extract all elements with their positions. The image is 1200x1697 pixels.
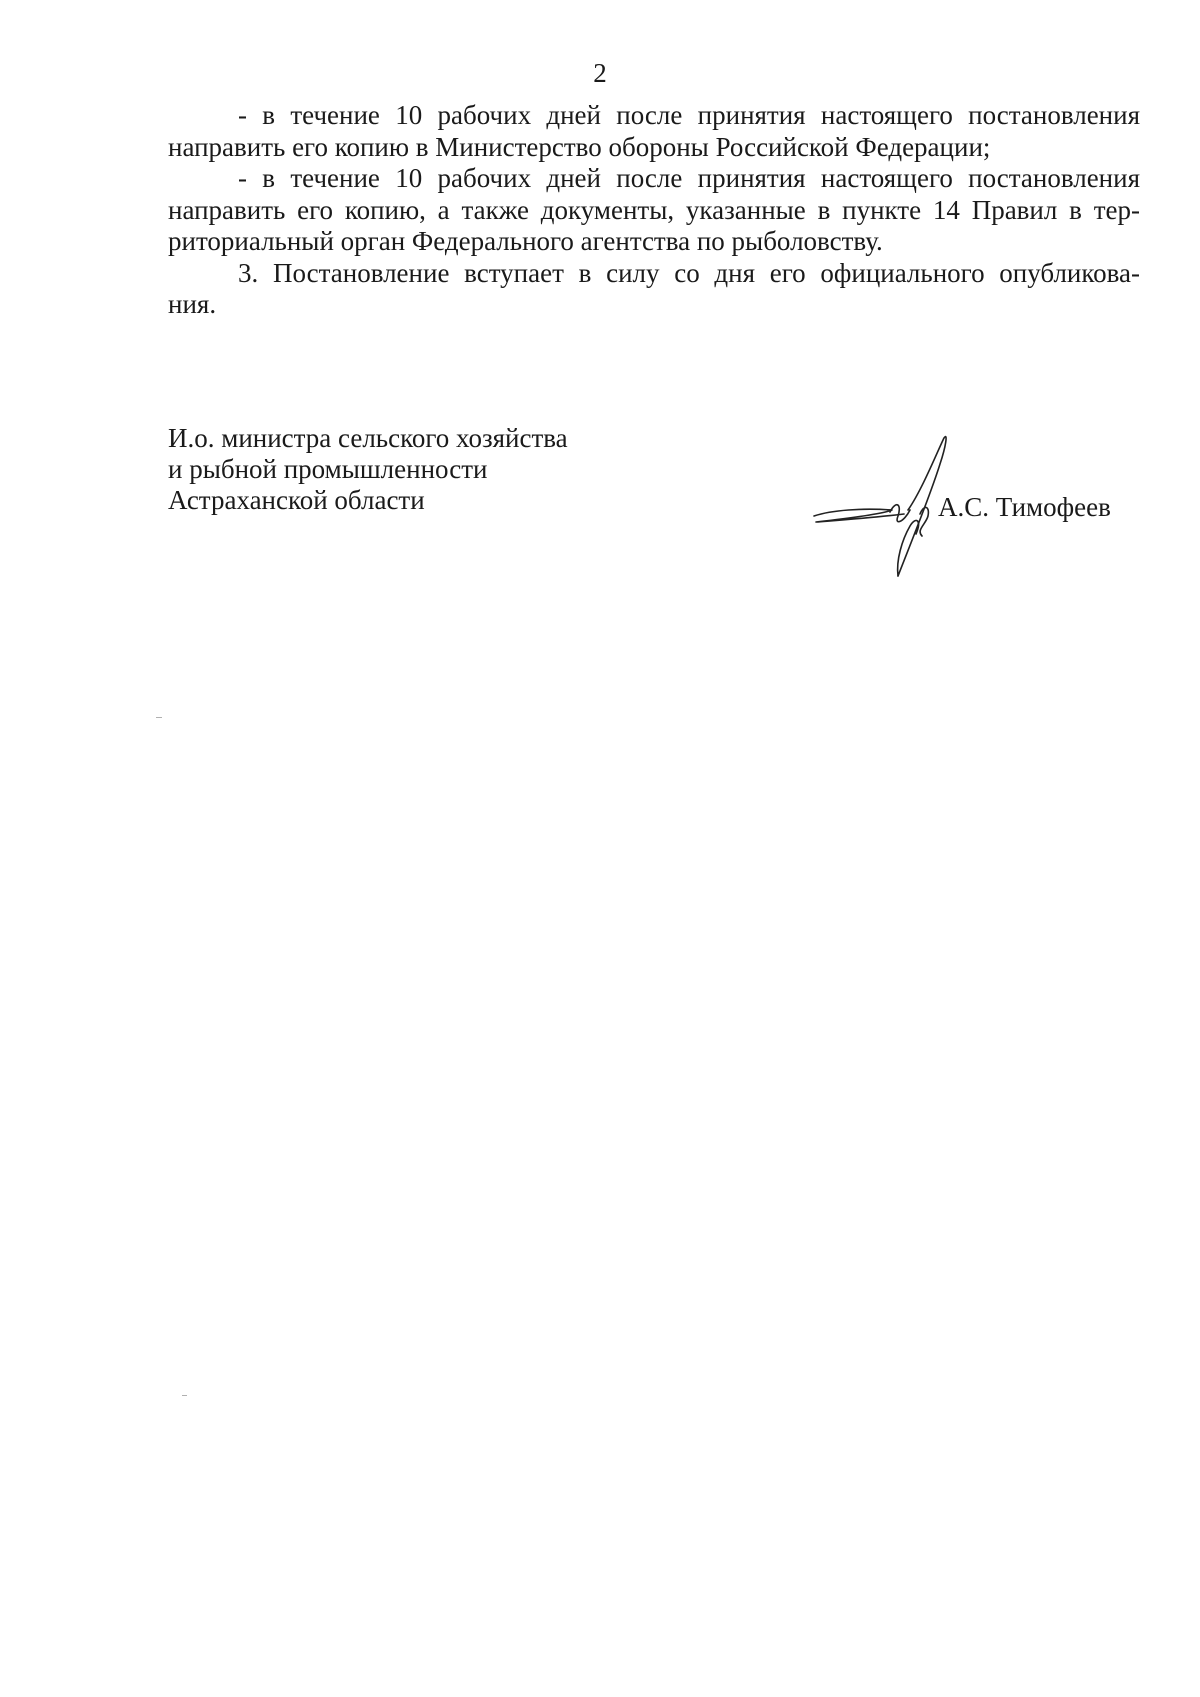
paragraph-3-line-1: 3. Постановление вступает в силу со дня его официального опубликова- <box>238 257 1140 288</box>
position-line-3: Астраханской области <box>168 485 425 515</box>
scan-speck <box>182 1395 187 1396</box>
paragraph-1-line-1: - в течение 10 рабочих дней после принятия настоящего постановления <box>238 100 1140 130</box>
paragraph-3-line-2: ния. <box>168 289 217 319</box>
position-line-2: и рыбной промышленности <box>168 454 488 484</box>
page-number: 2 <box>593 58 607 88</box>
signatory-name: А.С. Тимофеев <box>938 492 1111 522</box>
paragraph-2-line-2: направить его копию, а также документы, указанные в пункте 14 Правил в тер- <box>168 194 1140 225</box>
paragraph-2-line-3: риториальный орган Федерального агентства по рыболовству. <box>168 226 883 256</box>
position-line-1: И.о. министра сельского хозяйства <box>168 423 568 453</box>
paragraph-2-line-1: - в течение 10 рабочих дней после принятия настоящего постановления <box>238 163 1140 193</box>
scan-speck <box>156 717 162 718</box>
document-body <box>168 100 1140 321</box>
paragraph-1-line-2: направить его копию в Министерство обороны Российской Федерации; <box>168 131 991 162</box>
signatory-position <box>168 423 568 516</box>
